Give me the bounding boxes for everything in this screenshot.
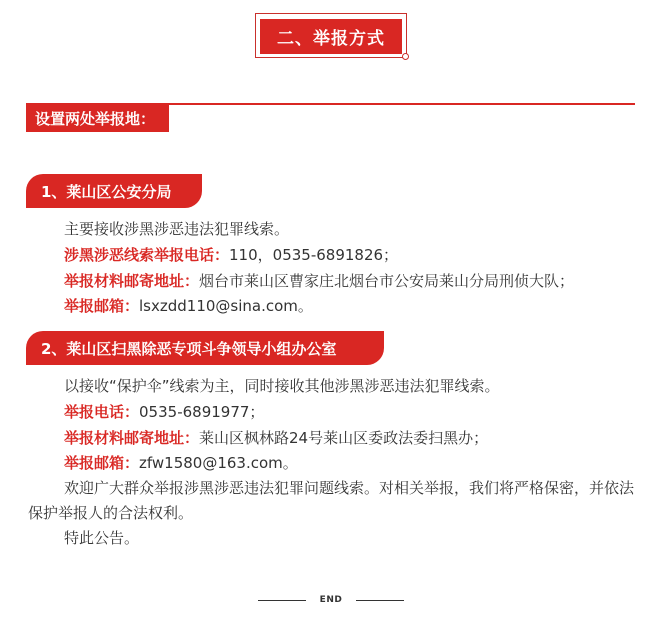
section-title: 二、举报方式 xyxy=(260,19,402,54)
section2-email-label: 举报邮箱： xyxy=(64,454,140,472)
section1-mail-value: 烟台市莱山区曹家庄北烟台市公安局莱山分局刑侦大队； xyxy=(199,272,575,290)
section2-email-value: zfw1580@163.com。 xyxy=(139,454,298,472)
section2-phone-value: 0535-6891977； xyxy=(139,403,265,421)
section1-mail-line xyxy=(64,269,574,293)
section1-phone-line xyxy=(64,243,398,267)
section2-phone-line xyxy=(64,400,264,424)
section1-email-value: lsxzdd110@sina.com。 xyxy=(139,297,313,315)
end-marker xyxy=(258,593,404,607)
section1-title: 1、莱山区公安分局 xyxy=(26,174,202,208)
decorative-dot-icon xyxy=(402,53,409,60)
section2-title: 2、莱山区扫黑除恶专项斗争领导小组办公室 xyxy=(26,331,384,365)
subtitle-tag: 设置两处举报地： xyxy=(26,104,169,132)
section2-mail-line xyxy=(64,426,488,450)
section2-phone-label: 举报电话： xyxy=(64,403,140,421)
section1-email-label: 举报邮箱： xyxy=(64,297,140,315)
closing-notice: 特此公告。 xyxy=(64,529,140,547)
end-text: END xyxy=(319,595,343,605)
section2-email-line xyxy=(64,451,298,475)
section2-mail-label: 举报材料邮寄地址： xyxy=(64,429,200,447)
end-divider-left xyxy=(258,600,306,601)
closing-paragraph: 欢迎广大群众举报涉黑涉恶违法犯罪问题线索。对相关举报，我们将严格保密，并依法保护举报人的合法权利。 xyxy=(28,479,635,522)
end-divider-right xyxy=(356,600,404,601)
section1-mail-label: 举报材料邮寄地址： xyxy=(64,272,200,290)
section2-mail-value: 莱山区枫林路24号莱山区委政法委扫黑办； xyxy=(199,429,489,447)
section1-intro: 主要接收涉黑涉恶违法犯罪线索。 xyxy=(64,220,290,238)
section1-phone-label: 涉黑涉恶线索举报电话： xyxy=(64,246,230,264)
section2-intro: 以接收“保护伞”线索为主，同时接收其他涉黑涉恶违法犯罪线索。 xyxy=(64,377,500,395)
section1-email-line xyxy=(64,294,313,318)
section1-phone-value: 110，0535-6891826； xyxy=(229,246,399,264)
